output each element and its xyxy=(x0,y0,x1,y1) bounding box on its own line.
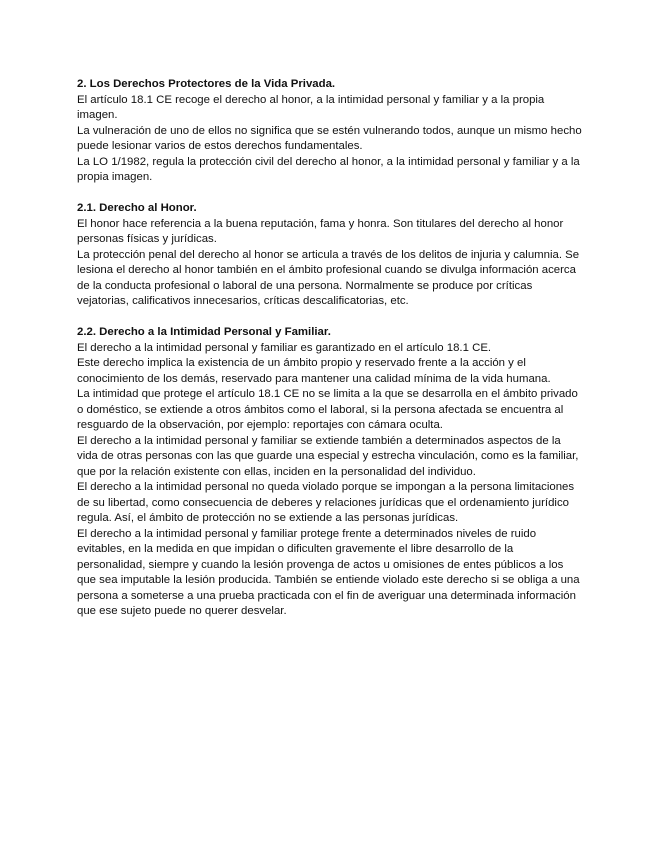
paragraph: El derecho a la intimidad personal y familiar es garantizado en el artículo 18.1 CE. xyxy=(77,341,492,354)
section-heading: 2.2. Derecho a la Intimidad Personal y Familiar. xyxy=(77,326,331,338)
paragraph: La intimidad que protege el artículo 18.1 CE no se limita a la que se desarrolla en el ámbito privado o doméstico, se extiende a otros ámbitos como el laboral, si la persona afectada se encuentra al resguardo de la observación, por ejemplo: reportajes con cámara oculta. xyxy=(77,388,578,431)
paragraph: Este derecho implica la existencia de un ámbito propio y reservado frente a la acción y el conocimiento de los demás, reservado para mantener una calidad mínima de la vida humana. xyxy=(77,357,551,385)
paragraph: El derecho a la intimidad personal no queda violado porque se impongan a la persona limitaciones de su libertad, como consecuencia de deberes y relaciones jurídicas que el ordenamiento jurídico regula. Así, el ámbito de protección no se extiende a las personas jurídicas. xyxy=(77,481,575,524)
paragraph: La LO 1/1982, regula la protección civil del derecho al honor, a la intimidad personal y familiar y a la propia imagen. xyxy=(77,155,580,183)
paragraph: La vulneración de uno de ellos no significa que se estén vulnerando todos, aunque un mismo hecho puede lesionar varios de estos derechos fundamentales. xyxy=(77,124,582,152)
document-page xyxy=(77,77,582,635)
section-heading: 2.1. Derecho al Honor. xyxy=(77,202,197,214)
section-vida-privada xyxy=(77,77,582,186)
section-derecho-intimidad xyxy=(77,325,582,620)
paragraph: El derecho a la intimidad personal y familiar protege frente a determinados niveles de ruido evitables, en la medida en que impidan o dificulten gravemente el libre desarrollo de la personalidad, siempre y cuando la lesión provenga de actos u omisiones de entes públicos a los que sea imputable la lesión producida. También se entiende violado este derecho si se obliga a una persona a someterse a una prueba practicada con el fin de averiguar una determinada información que ese sujeto puede no querer desvelar. xyxy=(77,527,580,617)
section-derecho-honor xyxy=(77,201,582,310)
paragraph: El honor hace referencia a la buena reputación, fama y honra. Son titulares del derecho al honor personas físicas y jurídicas. xyxy=(77,217,564,245)
paragraph: La protección penal del derecho al honor se articula a través de los delitos de injuria y calumnia. Se lesiona el derecho al honor también en el ámbito profesional cuando se divulga información acerca de la conducta profesional o laboral de una persona. Normalmente se produce por críticas vejatorias, calificativos innecesarios, críticas descalificatorias, etc. xyxy=(77,248,580,307)
paragraph: El derecho a la intimidad personal y familiar se extiende también a determinados aspectos de la vida de otras personas con las que guarde una especial y estrecha vinculación, como es la familiar, que por la relación existente con ellas, inciden en la personalidad del individuo. xyxy=(77,434,579,478)
section-heading: 2. Los Derechos Protectores de la Vida Privada. xyxy=(77,78,336,90)
paragraph: El artículo 18.1 CE recoge el derecho al honor, a la intimidad personal y familiar y a la propia imagen. xyxy=(77,93,545,121)
